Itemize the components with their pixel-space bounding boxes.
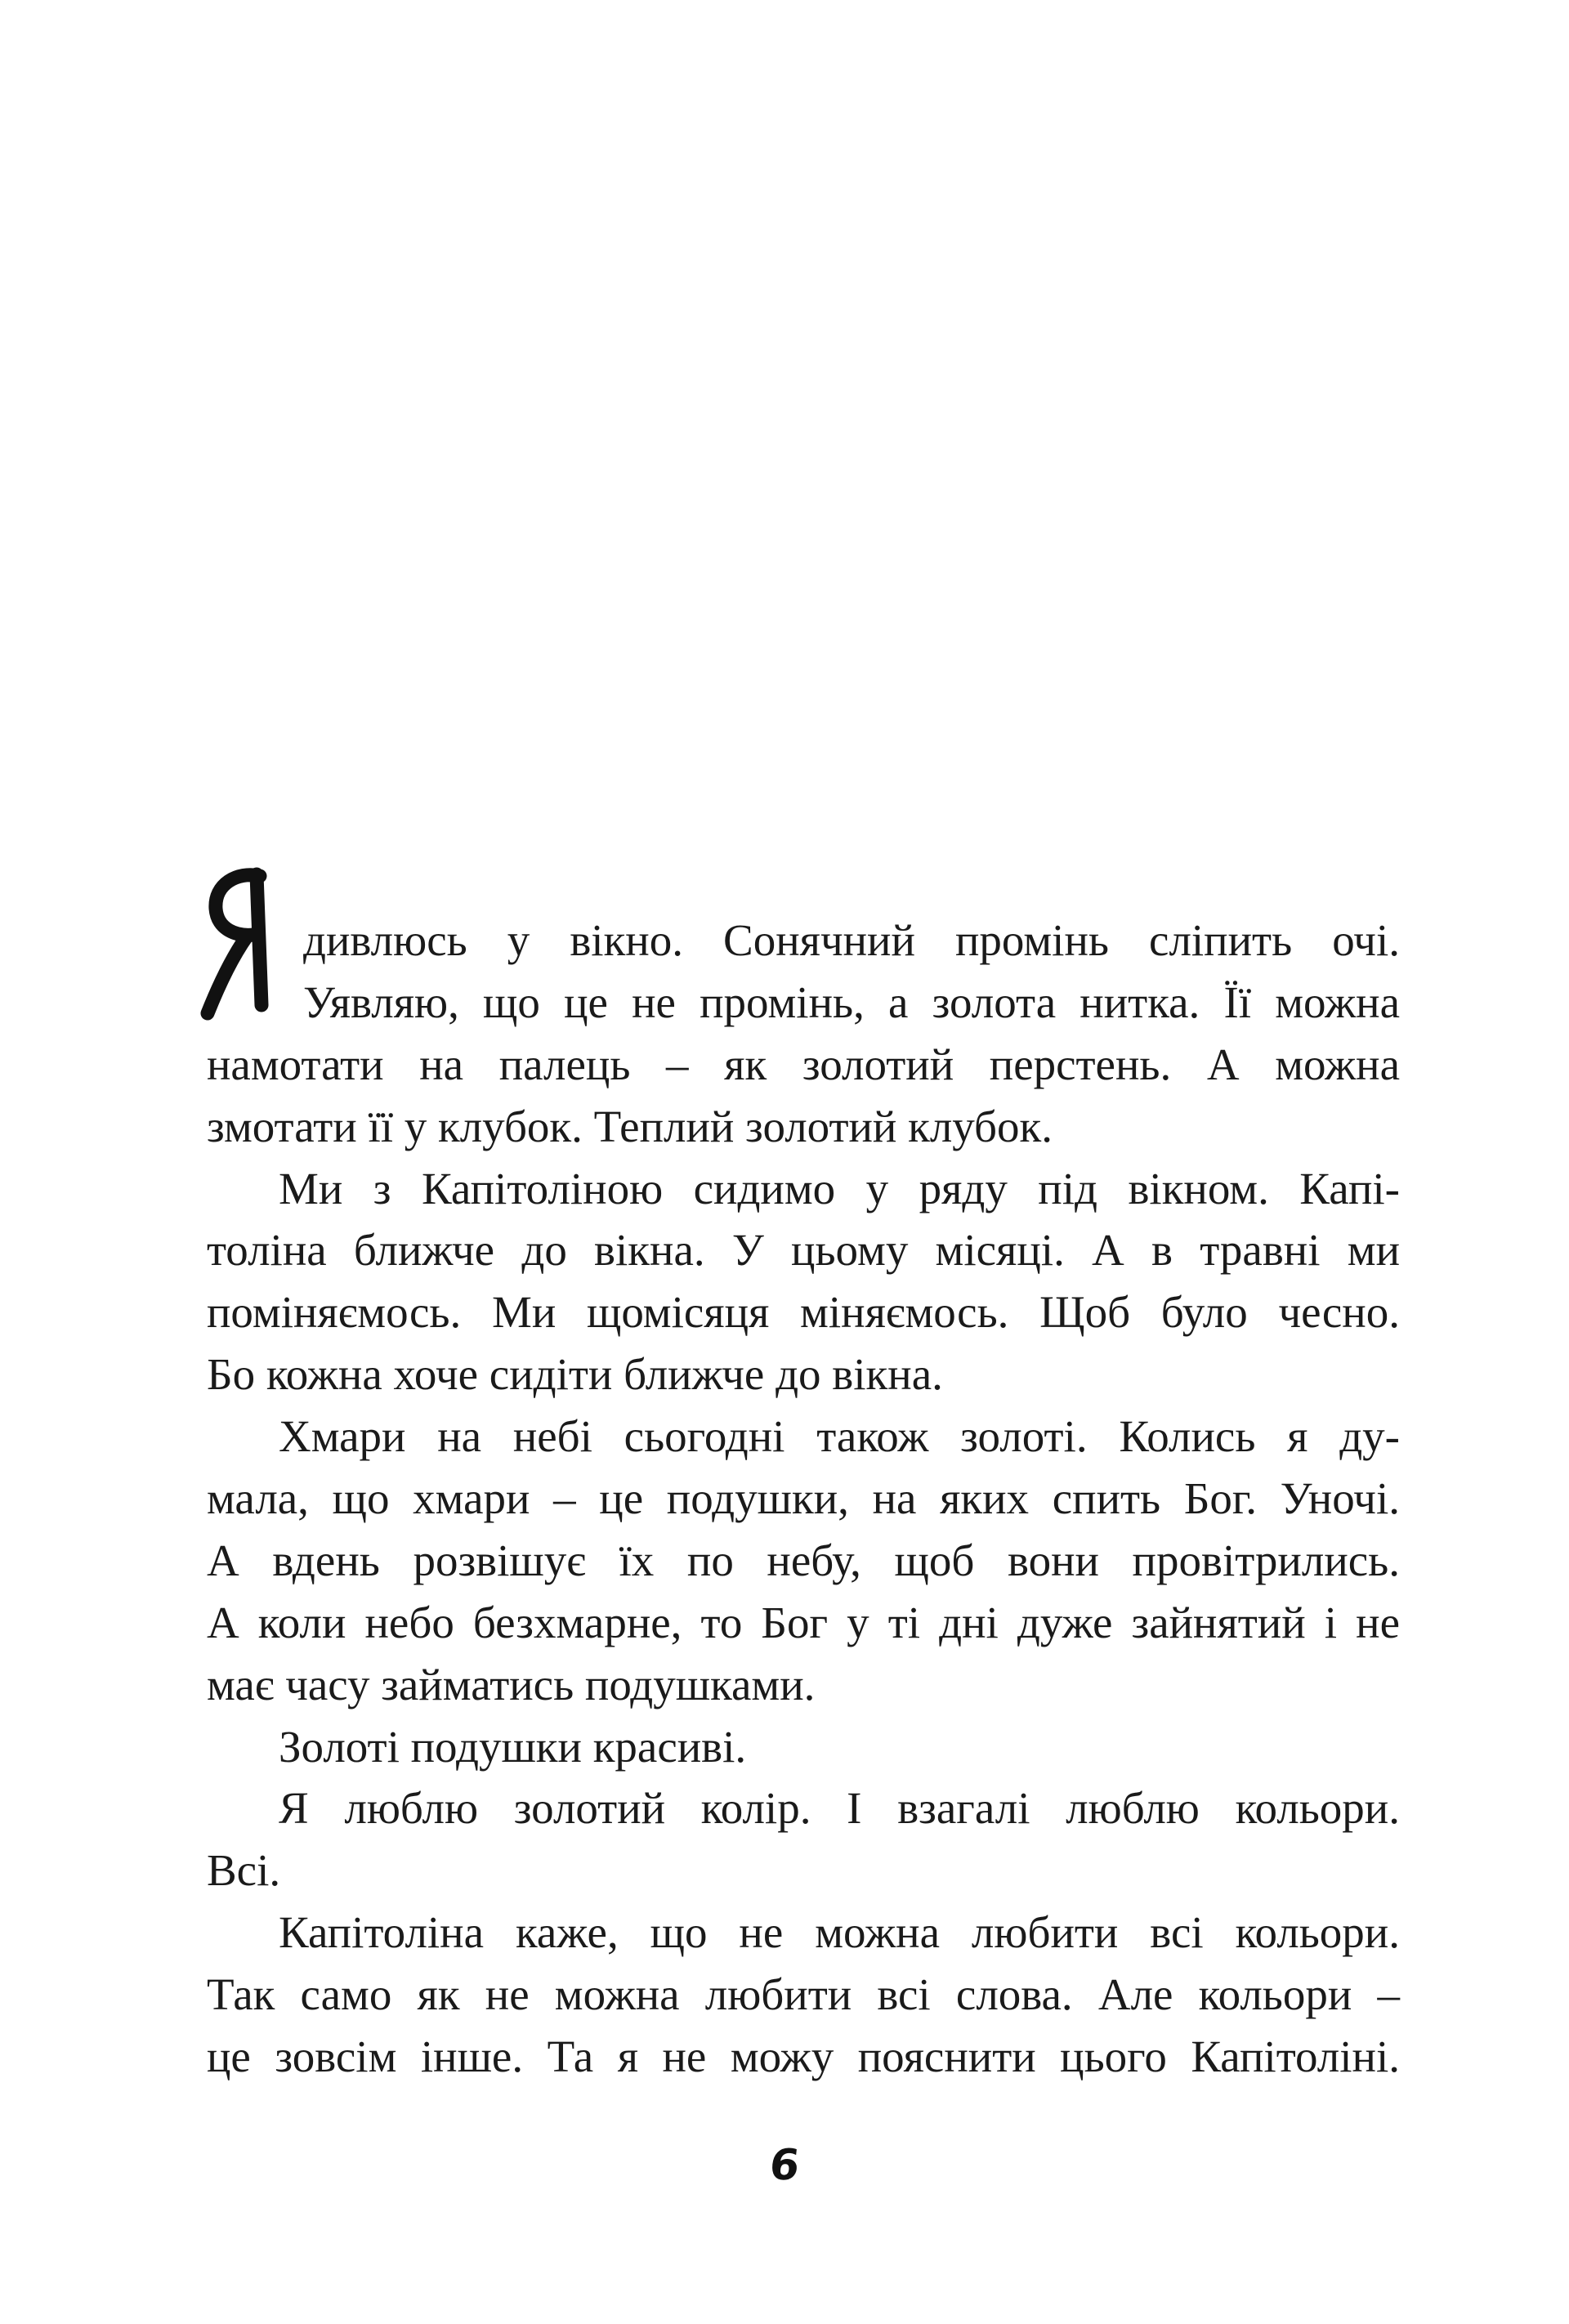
text-line: Бо кожна хоче сидіти ближче до вікна.	[207, 1349, 943, 1400]
text-line: має часу займатись подушками.	[207, 1659, 816, 1709]
text-line: це зовсім інше. Та я не можу пояснити цього Капітоліні.	[207, 2031, 1400, 2082]
paragraph	[207, 1777, 1400, 1902]
paragraph	[207, 1902, 1400, 2088]
text-line: намотати на палець – як золотий перстень. А можна	[207, 1039, 1400, 1089]
text-line: Так само як не можна любити всі слова. Але кольори –	[207, 1969, 1400, 2020]
text-line: Хмари на небі сьогодні також золоті. Колись я ду-	[279, 1411, 1400, 1462]
text-line: змотати її у клубок. Теплий золотий клубок.	[207, 1101, 1053, 1151]
text-line: дивлюсь у вікно. Сонячний промінь сліпить очі.	[303, 915, 1400, 965]
text-line: Всі.	[207, 1845, 281, 1896]
text-line: поміняємось. Ми щомісяця міняємось. Щоб було чесно.	[207, 1287, 1400, 1338]
text-line: А коли небо безхмарне, то Бог у ті дні дуже зайнятий і не	[207, 1597, 1400, 1647]
text-line: Уявляю, що це не промінь, а золота нитка. Її можна	[303, 977, 1400, 1027]
page-number: 6	[767, 2141, 802, 2190]
paragraph	[207, 1158, 1400, 1406]
text-line: Золоті подушки красиві.	[279, 1721, 747, 1772]
text-line: А вдень розвішує їх по небу, щоб вони провітрились.	[207, 1535, 1400, 1585]
paragraph	[207, 1716, 1400, 1778]
body-text	[207, 909, 1400, 2088]
text-line: толіна ближче до вікна. У цьому місяці. А в травні ми	[207, 1225, 1400, 1276]
text-line: Я люблю золотий колір. І взагалі люблю кольори.	[279, 1783, 1400, 1834]
paragraph	[207, 909, 1400, 1158]
paragraph	[207, 1406, 1400, 1715]
text-line: Капітоліна каже, що не можна любити всі кольори.	[279, 1907, 1400, 1958]
text-line: Ми з Капітоліною сидимо у ряду під вікном. Капі-	[279, 1163, 1400, 1213]
text-line: мала, що хмари – це подушки, на яких спить Бог. Уночі.	[207, 1473, 1400, 1524]
